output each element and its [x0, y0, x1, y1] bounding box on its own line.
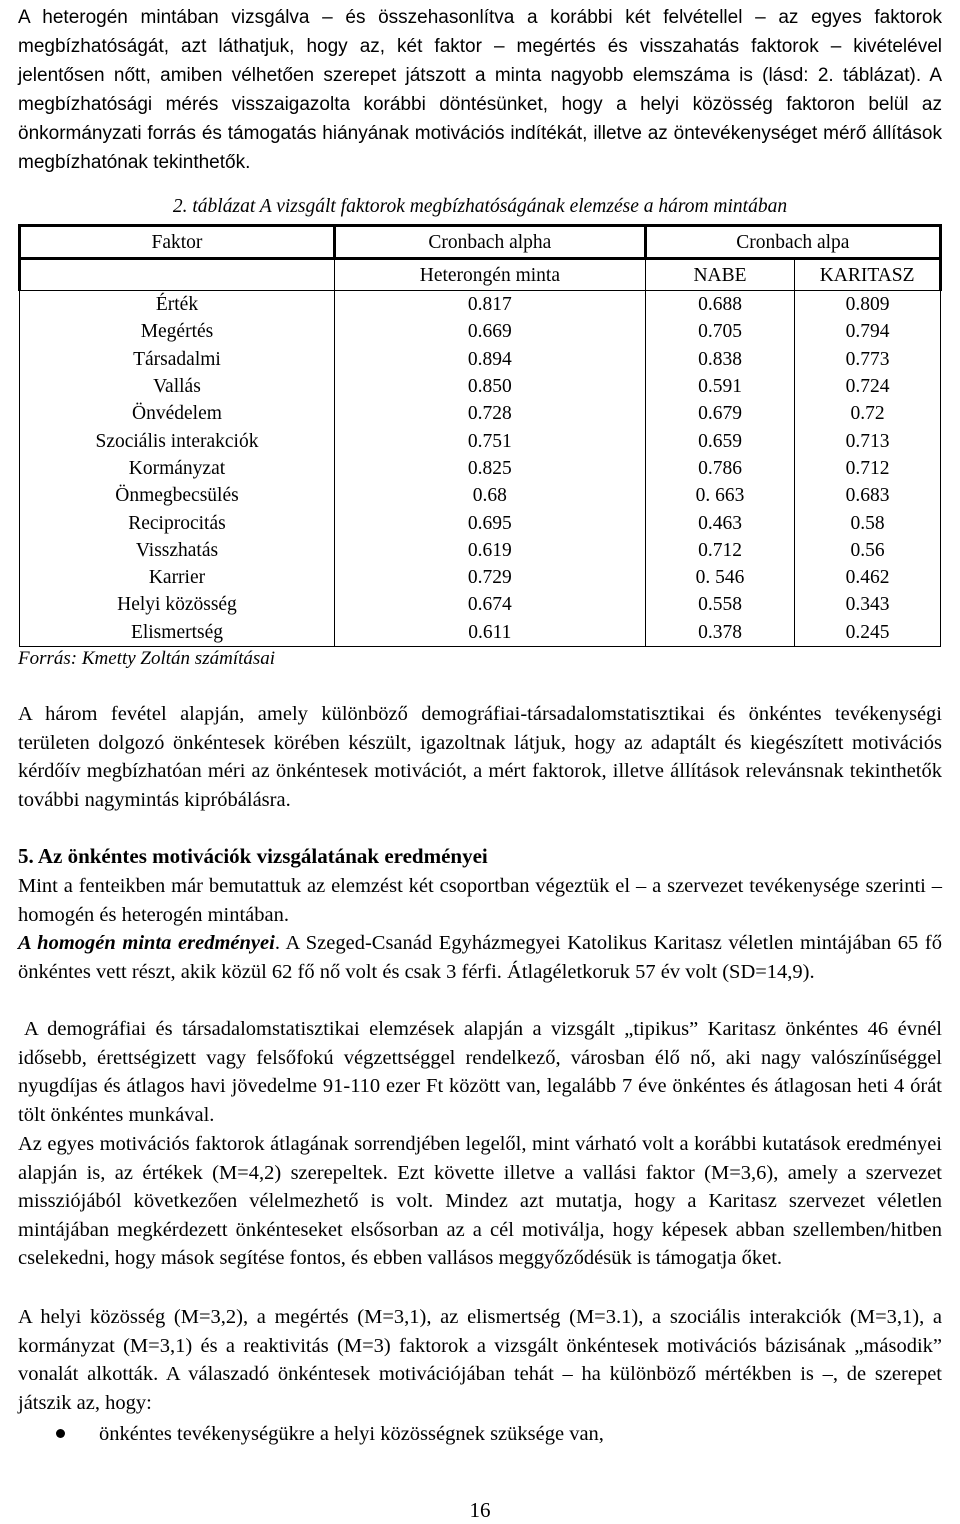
cell-nabe: 0.786: [645, 455, 794, 482]
table-header-row: [20, 226, 941, 259]
table-row: [20, 509, 941, 536]
homogen-paragraph: [18, 929, 942, 986]
table-row: [20, 619, 941, 647]
cell-karitasz: 0.462: [795, 564, 941, 591]
cell-nabe: 0.558: [645, 591, 794, 618]
cell-factor: Érték: [20, 291, 335, 319]
homogen-text: . A Szeged-Csanád Egyházmegyei Katolikus Karitasz véletlen mintájában 65 fő önkéntes vett részt, akik közül 62 fő nő volt és csak 3 férfi. Átlagéletkoruk 57 év volt (SD=14,9).: [18, 932, 942, 983]
cell-factor: Önmegbecsülés: [20, 482, 335, 509]
cell-factor: Társadalmi: [20, 346, 335, 373]
cell-karitasz: 0.245: [795, 619, 941, 647]
page-number: 16: [469, 1498, 491, 1522]
cell-karitasz: 0.773: [795, 346, 941, 373]
cell-karitasz: 0.809: [795, 291, 941, 319]
cell-karitasz: 0.712: [795, 455, 941, 482]
cell-heterogen: 0.817: [334, 291, 645, 319]
cell-factor: Vallás: [20, 373, 335, 400]
cell-karitasz: 0.343: [795, 591, 941, 618]
helyi-paragraph: A helyi közösség (M=3,2), a megértés (M=3,1), az elismertség (M=3.1), a szociális interakciók (M=3,1), a kormányzat (M=3,1) és a reaktivitás (M=3) faktorok a vizsgált önkéntesek motivációs bázisának „második” vonalát alkották. A válaszadó önkéntesek motivációjában tehát – ha különböző mértékben is –, de szerepet játszik az, hogy:: [18, 1306, 942, 1414]
cell-nabe: 0.378: [645, 619, 794, 647]
cell-factor: Elismertség: [20, 619, 335, 647]
cell-heterogen: 0.728: [334, 400, 645, 427]
table-row: [20, 400, 941, 427]
table-row: [20, 564, 941, 591]
table-row: [20, 373, 941, 400]
cell-nabe: 0.712: [645, 537, 794, 564]
atlag-paragraph: Az egyes motivációs faktorok átlagának sorrendjében legelől, mint várható volt a korábbi kutatások eredményei alapján is, az értékek (M=4,2) szerepeltek. Ezt követte illetve a vallási faktor (M=3,6), amely a szervezet missziójából következően vélelmezhető is volt. Mindez azt mutatja, hogy a Karitasz szervezet véletlen mintájában megkérdezett önkénteseket elsősorban az a cél motiválja, hogy képesek abban szellemben/hitben cselekedni, hogy mások segítése fontos, és ebben vallásos meggyőződésük is támogatja őket.: [18, 1133, 942, 1269]
cell-heterogen: 0.751: [334, 427, 645, 454]
cell-factor: Önvédelem: [20, 400, 335, 427]
section-intro-paragraph: Mint a fenteikben már bemutattuk az elemzést két csoportban végeztük el – a szervezet tevékenysége szerinti –homogén és heterogén mintában.: [18, 875, 942, 926]
cell-factor: Visszhatás: [20, 537, 335, 564]
cell-heterogen: 0.894: [334, 346, 645, 373]
cell-nabe: 0.463: [645, 509, 794, 536]
cell-heterogen: 0.611: [334, 619, 645, 647]
cell-heterogen: 0.669: [334, 318, 645, 345]
intro-paragraph: A heterogén mintában vizsgálva – és összehasonlítva a korábbi két felvétellel – az egyes faktorok megbízhatóságát, azt láthatjuk, hogy az, két faktor – megértés és visszahatás faktorok – kivételével jelentősen nőtt, amiben vélhetően szerepet játszott a minta nagyobb elemszáma is (lásd: 2. táblázat). A megbízhatósági mérés visszaigazolta korábbi döntésünket, hogy a helyi közösség faktoron belül az önkormányzati forrás és támogatás hiányának motivációs indítékát, illetve az öntevékenységet mérő állítások megbízhatónak tekinthetők.: [18, 7, 942, 173]
table-source: Forrás: Kmetty Zoltán számításai: [18, 648, 276, 669]
cell-karitasz: 0.713: [795, 427, 941, 454]
header-cronbach-alpha: Cronbach alpha: [334, 226, 645, 259]
cell-factor: Helyi közösség: [20, 591, 335, 618]
cell-factor: Karrier: [20, 564, 335, 591]
table-subheader-row: [20, 259, 941, 291]
cell-heterogen: 0.68: [334, 482, 645, 509]
cell-karitasz: 0.724: [795, 373, 941, 400]
cell-heterogen: 0.695: [334, 509, 645, 536]
table-row: [20, 482, 941, 509]
table-row: [20, 346, 941, 373]
summary-paragraph: A három fevétel alapján, amely különböző demográfiai-társadalomstatisztikai és önkéntes tevékenységi területen dolgozó önkéntesek körében készült, igazoltnak látjuk, hogy az adaptált és kiegészített motivációs kérdőív megbízhatóan méri az önkéntesek motivációt, a mért faktorok, illetve állítások relevánsnak tekinthetők további nagymintás kipróbálásra.: [18, 703, 942, 811]
header-cronbach-alpa: Cronbach alpa: [645, 226, 940, 259]
cell-karitasz: 0.683: [795, 482, 941, 509]
subheader-empty: [20, 259, 335, 291]
bullet-item: [56, 1420, 604, 1448]
table-body: [20, 291, 941, 647]
reliability-table: [18, 224, 942, 647]
cell-karitasz: 0.58: [795, 509, 941, 536]
homogen-label: A homogén minta eredményei: [18, 932, 275, 954]
demografia-paragraph: A demográfiai és társadalomstatisztikai elemzések alapján a vizsgált „tipikus” Karitasz önkéntes 46 évnél idősebb, érettségizett vagy felsőfokú végzettséggel rendelkező, városban élő nő, aki nagy valószínűséggel nyugdíjas és átlagos havi jövedelme 91-110 ezer Ft között van, legalább 7 éve önkéntes és átlagosan heti 4 órát tölt önkéntes munkával.: [18, 1018, 942, 1126]
cell-nabe: 0.688: [645, 291, 794, 319]
table-caption: 2. táblázat A vizsgált faktorok megbízhatóságának elemzése a három mintában: [172, 196, 788, 217]
table-row: [20, 537, 941, 564]
table-row: [20, 455, 941, 482]
cell-karitasz: 0.56: [795, 537, 941, 564]
table-row: [20, 318, 941, 345]
header-faktor: Faktor: [20, 226, 335, 259]
subheader-heterogen: Heterongén minta: [334, 259, 645, 291]
cell-heterogen: 0.729: [334, 564, 645, 591]
cell-nabe: 0.838: [645, 346, 794, 373]
subheader-nabe: NABE: [645, 259, 794, 291]
table-row: [20, 591, 941, 618]
cell-nabe: 0.679: [645, 400, 794, 427]
cell-karitasz: 0.794: [795, 318, 941, 345]
cell-factor: Kormányzat: [20, 455, 335, 482]
cell-factor: Szociális interakciók: [20, 427, 335, 454]
cell-nabe: 0.705: [645, 318, 794, 345]
bullet-dot: [56, 1429, 65, 1438]
table-row: [20, 291, 941, 319]
cell-heterogen: 0.850: [334, 373, 645, 400]
cell-nabe: 0.659: [645, 427, 794, 454]
cell-nabe: 0. 663: [645, 482, 794, 509]
section-heading: 5. Az önkéntes motivációk vizsgálatának eredményei: [18, 844, 488, 868]
subheader-karitasz: KARITASZ: [795, 259, 941, 291]
cell-factor: Reciprocitás: [20, 509, 335, 536]
bullet-text: önkéntes tevékenységükre a helyi közösségnek szüksége van,: [99, 1423, 604, 1445]
cell-heterogen: 0.825: [334, 455, 645, 482]
cell-karitasz: 0.72: [795, 400, 941, 427]
cell-factor: Megértés: [20, 318, 335, 345]
table-row: [20, 427, 941, 454]
cell-heterogen: 0.619: [334, 537, 645, 564]
cell-nabe: 0. 546: [645, 564, 794, 591]
cell-heterogen: 0.674: [334, 591, 645, 618]
cell-nabe: 0.591: [645, 373, 794, 400]
